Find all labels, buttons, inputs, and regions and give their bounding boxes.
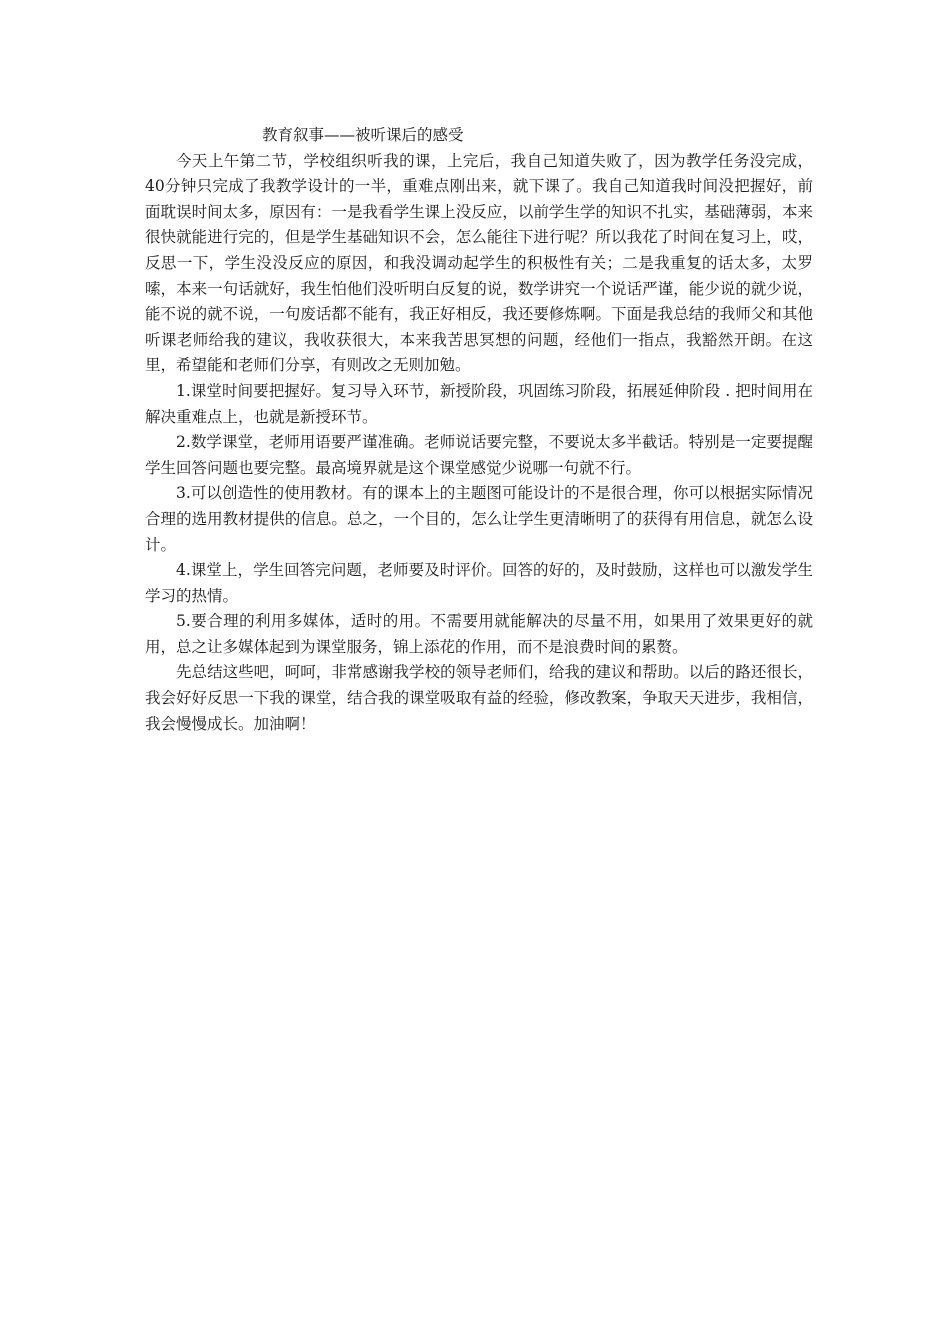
paragraph-conclusion: 先总结这些吧，呵呵，非常感谢我学校的领导老师们，给我的建议和帮助。以后的路还很长，我会好好反思一下我的课堂，结合我的课堂吸取有益的经验，修改教案，争取天天进步，我相信，我会慢慢成长。加油啊！	[145, 663, 813, 733]
paragraph-point-5: 5.要合理的利用多媒体，适时的用。不需要用就能解决的尽量不用，如果用了效果更好的就用，总之让多媒体起到为课堂服务，锦上添花的作用，而不是浪费时间的累赘。	[145, 612, 813, 656]
paragraph-point-3: 3.可以创造性的使用教材。有的课本上的主题图可能设计的不是很合理，你可以根据实际情况合理的选用教材提供的信息。总之，一个目的，怎么让学生更清晰明了的获得有用信息，就怎么设计。	[145, 484, 813, 554]
document-title: 教育叙事——被听课后的感受	[262, 126, 464, 144]
paragraph-point-1: 1.课堂时间要把握好。复习导入环节，新授阶段，巩固练习阶段，拓展延伸阶段 . 把时间用在解决重难点上，也就是新授环节。	[145, 381, 813, 426]
paragraph-point-4: 4.课堂上，学生回答完问题，老师要及时评价。回答的好的，及时鼓励，这样也可以激发学生学习的热情。	[145, 561, 813, 605]
paragraph-intro: 今天上午第二节，学校组织听我的课，上完后，我自己知道失败了，因为教学任务没完成，40分钟只完成了我教学设计的一半，重难点刚出来，就下课了。我自己知道我时间没把握好，前面耽误时间太多，原因有：一是我看学生课上没反应，以前学生学的知识不扎实，基础薄弱，本来很快就能进行完的，但是学生基础知识不会，怎么能往下进行呢？所以我花了时间在复习上，哎，反思一下，学生没没反应的原因，和我没调动起学生的积极性有关；二是我重复的话太多，太罗嗦，本来一句话就好，我生怕他们没听明白反复的说，数学讲究一个说话严谨，能少说的就少说，能不说的就不说，一句废话都不能有，我正好相反，我还要修炼啊。下面是我总结的我师父和其他听课老师给我的建议，我收获很大，本来我苦思冥想的问题，经他们一指点，我豁然开朗。在这里，希望能和老师们分享，有则改之无则加勉。	[145, 151, 813, 375]
paragraph-point-2: 2.数学课堂，老师用语要严谨准确。老师说话要完整，不要说太多半截话。特别是一定要提醒学生回答问题也要完整。最高境界就是这个课堂感觉少说哪一句就不行。	[145, 433, 813, 477]
document-body	[145, 123, 813, 737]
